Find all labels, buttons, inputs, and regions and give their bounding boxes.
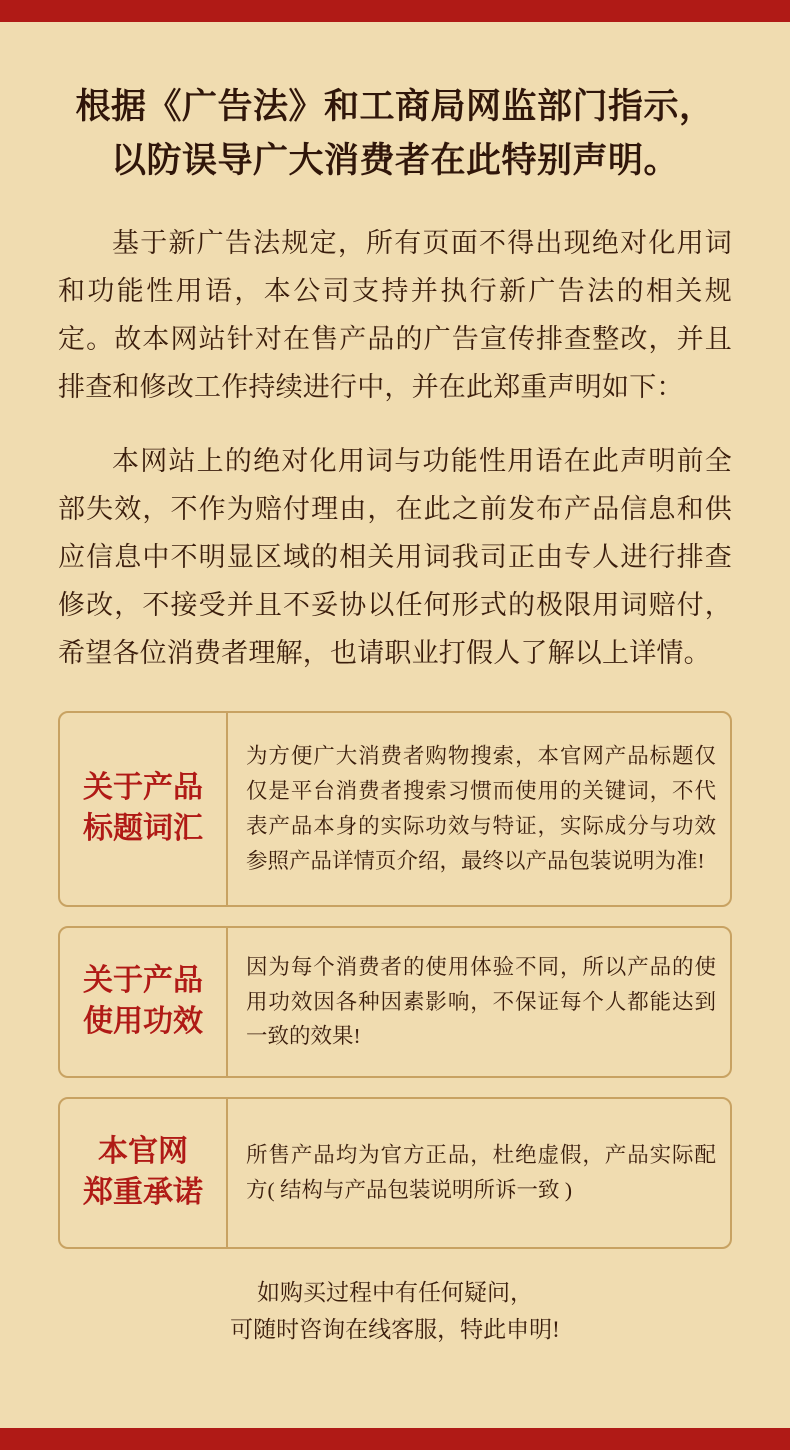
notice-card-title xyxy=(60,1099,228,1247)
notice-card-content: 因为每个消费者的使用体验不同，所以产品的使用功效因各种因素影响，不保证每个人都能达到一致的效果! xyxy=(246,954,716,1049)
footer-note xyxy=(58,1275,732,1349)
top-border-bar xyxy=(0,0,790,22)
page-title xyxy=(58,22,732,189)
notice-card-content: 为方便广大消费者购物搜索，本官网产品标题仅仅是平台消费者搜索习惯而使用的关键词，不代表产品本身的实际功效与特证，实际成分与功效参照产品详情页介绍，最终以产品包装说明为准! xyxy=(246,744,716,873)
page-title-line-2: 以防误导广大消费者在此特别声明。 xyxy=(110,141,679,181)
notice-card-title-line-1: 关于产品 xyxy=(83,964,203,998)
notice-card-title-line-2: 郑重承诺 xyxy=(83,1175,203,1209)
notice-card-list xyxy=(58,711,732,1249)
notice-card-title-line-2: 使用功效 xyxy=(83,1004,203,1038)
notice-card-title-line-1: 本官网 xyxy=(98,1135,188,1169)
notice-card-title xyxy=(60,713,228,905)
notice-card-title-line-1: 关于产品 xyxy=(83,771,203,805)
notice-card-title-line-2: 标题词汇 xyxy=(83,811,203,845)
notice-card-title xyxy=(60,928,228,1076)
notice-card-product-title xyxy=(58,711,732,907)
page-title-line-1: 根据《广告法》和工商局网监部门指示， xyxy=(75,87,715,126)
statement-paragraph-1: 基于新广告法规定，所有页面不得出现绝对化用词和功能性用语，本公司支持并执行新广告法的相关规定。故本网站针对在售产品的广告宣传排查整改，并且排查和修改工作持续进行中，并在此郑重声明如下： xyxy=(58,227,732,402)
notice-card-product-efficacy xyxy=(58,926,732,1078)
bottom-border-bar xyxy=(0,1428,790,1450)
notice-card-content: 所售产品均为官方正品，杜绝虚假，产品实际配方( 结构与产品包装说明所诉一致 ) xyxy=(246,1143,716,1202)
notice-card-official-promise xyxy=(58,1097,732,1249)
footer-note-line-2: 可随时咨询在线客服，特此申明! xyxy=(230,1316,560,1342)
declaration-panel xyxy=(0,22,790,1428)
statement-body xyxy=(58,219,732,677)
footer-note-line-1: 如购买过程中有任何疑问， xyxy=(257,1279,533,1305)
statement-paragraph-2: 本网站上的绝对化用词与功能性用语在此声明前全部失效，不作为赔付理由，在此之前发布产品信息和供应信息中不明显区域的相关用词我司正由专人进行排查修改，不接受并且不妥协以任何形式的极限用词赔付，希望各位消费者理解，也请职业打假人了解以上详情。 xyxy=(58,445,732,668)
